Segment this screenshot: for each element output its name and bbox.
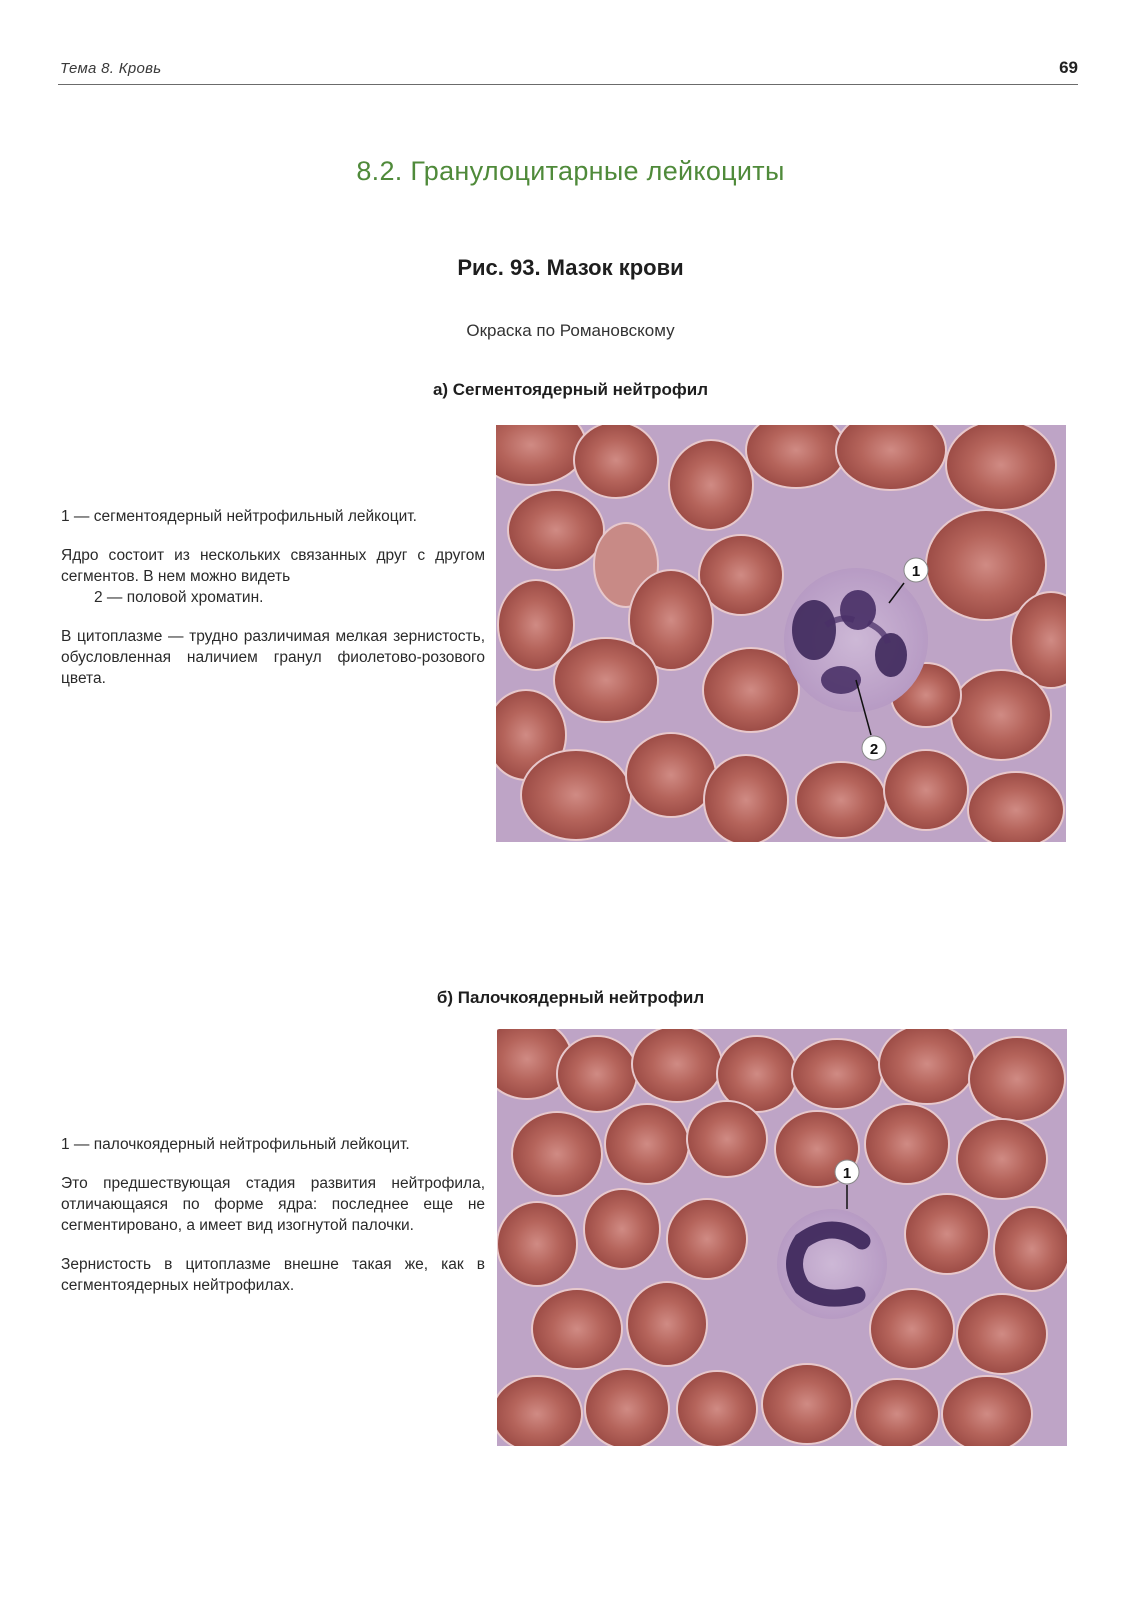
running-header	[58, 56, 1078, 85]
figure-title: Рис. 93. Мазок крови	[457, 255, 684, 280]
panel-a-legend-1: 1 — сегментоядерный нейтрофильный лейкоцит.	[61, 508, 417, 525]
panel-a-title: а) Сегментоядерный нейтрофил	[432, 380, 709, 399]
callout-2-label: 2	[869, 741, 879, 758]
panel-b-description	[61, 1134, 485, 1296]
panel-a-paragraph-2: В цитоплазме — трудно различимая мелкая зернистость, обусловленная наличием гранул фиолетово-розового цвета.	[61, 628, 485, 687]
callout-1-label: 1	[842, 1165, 852, 1182]
page-number: 69	[1059, 58, 1078, 77]
running-title: Тема 8. Кровь	[60, 60, 162, 77]
panel-b-paragraph-2: Зернистость в цитоплазме внешне такая же, как в сегментоядерных нейтрофилах.	[61, 1256, 485, 1294]
stain-note: Окраска по Романовскому	[466, 321, 675, 340]
panel-b-title: б) Палочкоядерный нейтрофил	[436, 988, 705, 1007]
neutrophil-band	[777, 1209, 887, 1319]
panel-b-legend-1: 1 — палочкоядерный нейтрофильный лейкоцит.	[61, 1136, 410, 1153]
micrograph-segmented-neutrophil	[496, 425, 1066, 842]
panel-a-legend-2: 2 — половой хроматин.	[94, 589, 264, 606]
section-title: 8.2. Гранулоцитарные лейкоциты	[356, 156, 785, 186]
callout-1-label: 1	[911, 563, 921, 580]
panel-a-description	[61, 506, 485, 689]
panel-a-paragraph-1: Ядро состоит из нескольких связанных друг с другом сегментов. В нем можно видеть	[61, 547, 485, 585]
neutrophil-segmented	[784, 568, 928, 712]
micrograph-band-neutrophil	[497, 1029, 1067, 1446]
panel-b-paragraph-1: Это предшествующая стадия развития нейтрофила, отличающаяся по форме ядра: последнее еще не сегментировано, а имеет вид изогнутой палочки.	[61, 1175, 485, 1234]
